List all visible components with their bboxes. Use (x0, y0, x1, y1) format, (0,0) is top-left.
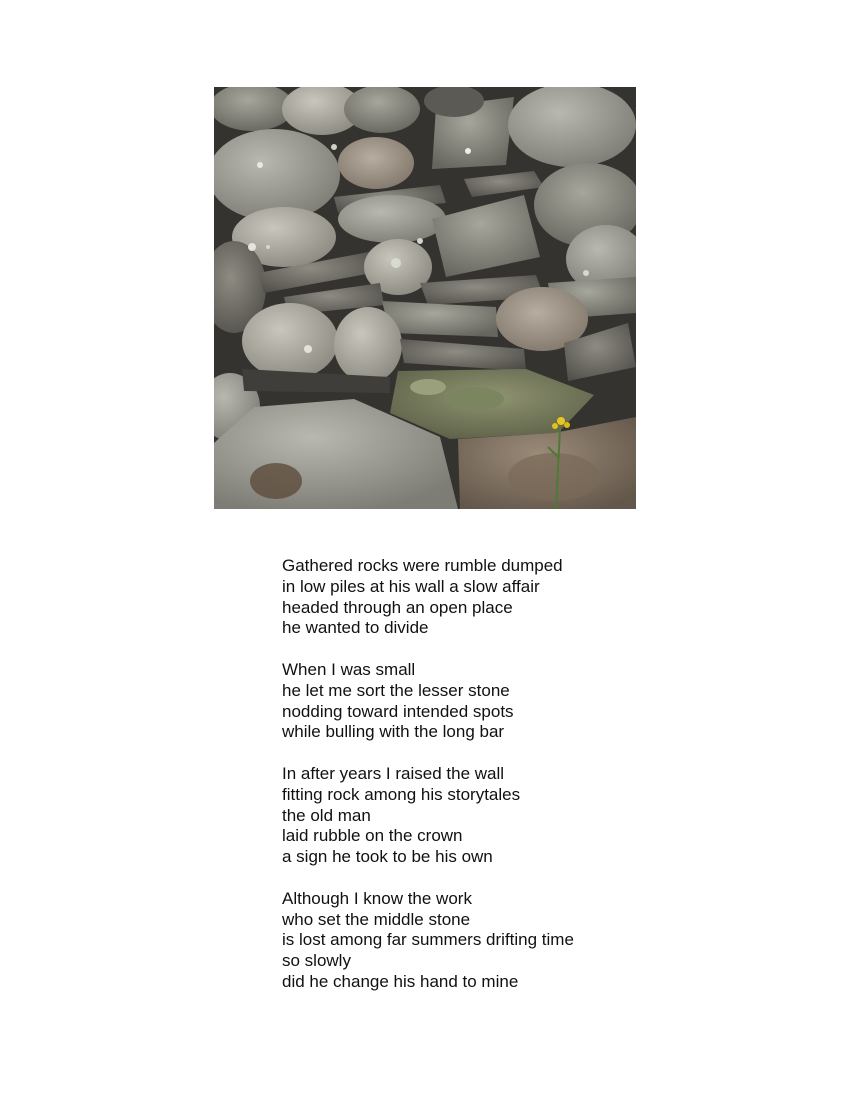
stanza (282, 889, 702, 993)
poem-line: is lost among far summers drifting time (282, 930, 574, 950)
poem-line: he let me sort the lesser stone (282, 680, 510, 700)
poem-line: nodding toward intended spots (282, 701, 514, 721)
stanza (282, 660, 702, 743)
poem-line: a sign he took to be his own (282, 847, 493, 867)
stone-wall-photo (214, 87, 636, 509)
poem-line: Although I know the work (282, 888, 472, 908)
poem-line: Gathered rocks were rumble dumped (282, 556, 563, 575)
poem-line: while bulling with the long bar (282, 722, 505, 742)
poem-line: did he change his hand to mine (282, 971, 519, 991)
poem-line: so slowly (282, 951, 351, 971)
poem-line: fitting rock among his storytales (282, 784, 521, 804)
poem-line: he wanted to divide (282, 618, 429, 638)
poem-line: the old man (282, 805, 371, 825)
poem-line: In after years I raised the wall (282, 763, 505, 783)
stanza (282, 764, 702, 868)
poem-line: laid rubble on the crown (282, 826, 463, 846)
poem-line: who set the middle stone (282, 909, 471, 929)
poem-line: When I was small (282, 659, 416, 679)
poem-line: headed through an open place (282, 597, 513, 617)
poem-line: in low piles at his wall a slow affair (282, 576, 540, 596)
stanza (282, 556, 702, 639)
poem (282, 556, 702, 1014)
